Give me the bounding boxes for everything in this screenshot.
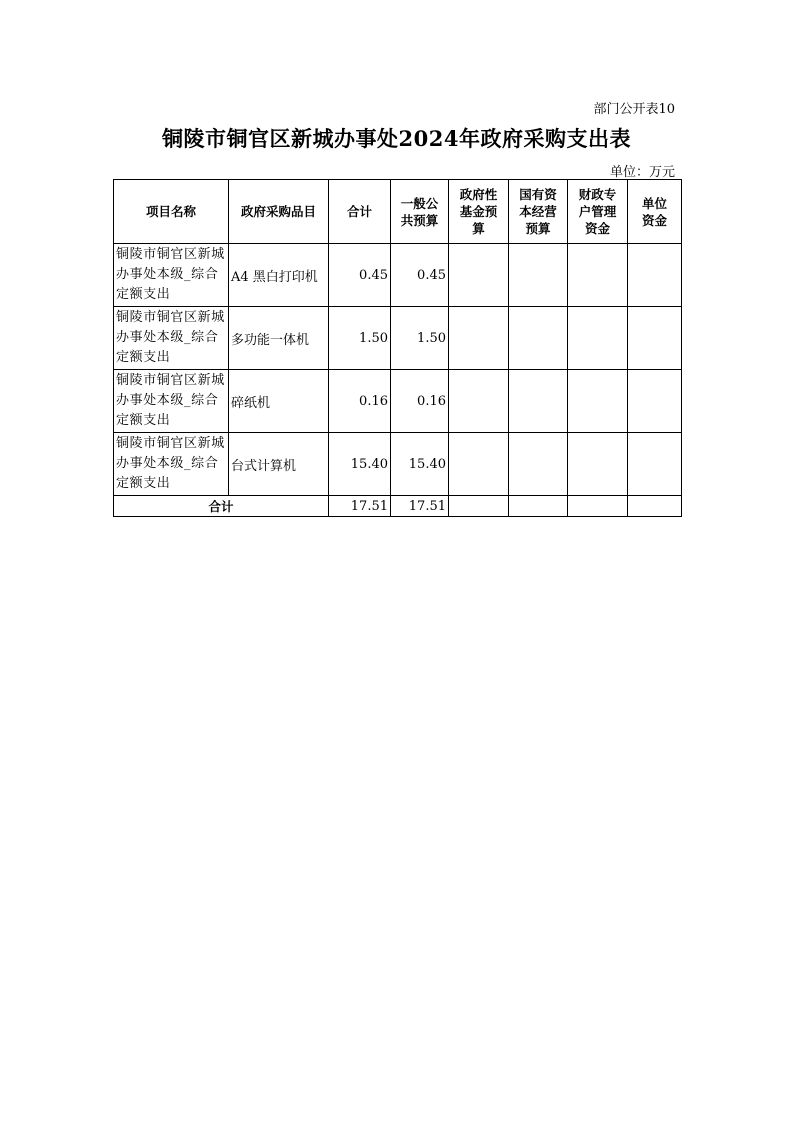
total-row-label: 合计	[114, 496, 329, 517]
table-row	[114, 433, 682, 496]
col-header-project-name: 项目名称	[114, 180, 229, 244]
cell-state-capital	[509, 370, 568, 433]
cell-general-budget: 1.50	[391, 307, 449, 370]
col-header-total: 合计	[329, 180, 391, 244]
table-row	[114, 370, 682, 433]
col-header-general-budget: 一般公 共预算	[391, 180, 449, 244]
cell-general-budget: 15.40	[391, 433, 449, 496]
cell-procurement-item: 碎纸机	[229, 370, 329, 433]
total-row-unit-fund	[628, 496, 682, 517]
total-row-total: 17.51	[329, 496, 391, 517]
cell-total: 0.45	[329, 244, 391, 307]
cell-gov-fund	[449, 307, 509, 370]
cell-total: 15.40	[329, 433, 391, 496]
unit-label: 单位：万元	[609, 165, 675, 180]
cell-unit-fund	[628, 244, 682, 307]
col-header-procurement-item: 政府采购品目	[229, 180, 329, 244]
cell-general-budget: 0.45	[391, 244, 449, 307]
cell-procurement-item: A4 黑白打印机	[229, 244, 329, 307]
total-row-special-account	[568, 496, 628, 517]
col-header-unit-fund: 单位 资金	[628, 180, 682, 244]
cell-procurement-item: 台式计算机	[229, 433, 329, 496]
cell-project-name: 铜陵市铜官区新城 办事处本级_综合 定额支出	[114, 370, 229, 433]
cell-unit-fund	[628, 433, 682, 496]
cell-gov-fund	[449, 370, 509, 433]
col-header-gov-fund-budget: 政府性 基金预 算	[449, 180, 509, 244]
cell-procurement-item: 多功能一体机	[229, 307, 329, 370]
cell-unit-fund	[628, 307, 682, 370]
cell-gov-fund	[449, 433, 509, 496]
cell-special-account	[568, 244, 628, 307]
procurement-table	[113, 179, 682, 517]
cell-state-capital	[509, 433, 568, 496]
table-header-row	[114, 180, 682, 244]
col-header-special-account-fund: 财政专 户管理 资金	[568, 180, 628, 244]
col-header-state-capital-budget: 国有资 本经营 预算	[509, 180, 568, 244]
cell-project-name: 铜陵市铜官区新城 办事处本级_综合 定额支出	[114, 307, 229, 370]
cell-state-capital	[509, 244, 568, 307]
table-total-row	[114, 496, 682, 517]
cell-project-name: 铜陵市铜官区新城 办事处本级_综合 定额支出	[114, 244, 229, 307]
cell-unit-fund	[628, 370, 682, 433]
total-row-gov-fund	[449, 496, 509, 517]
cell-special-account	[568, 433, 628, 496]
cell-project-name: 铜陵市铜官区新城 办事处本级_综合 定额支出	[114, 433, 229, 496]
total-row-state-capital	[509, 496, 568, 517]
cell-gov-fund	[449, 244, 509, 307]
cell-special-account	[568, 307, 628, 370]
table-number-label: 部门公开表10	[593, 102, 675, 117]
cell-special-account	[568, 370, 628, 433]
total-row-general-budget: 17.51	[391, 496, 449, 517]
cell-total: 1.50	[329, 307, 391, 370]
cell-total: 0.16	[329, 370, 391, 433]
table-row	[114, 307, 682, 370]
cell-general-budget: 0.16	[391, 370, 449, 433]
table-row	[114, 244, 682, 307]
page-title: 铜陵市铜官区新城办事处2024年政府采购支出表	[162, 126, 631, 151]
cell-state-capital	[509, 307, 568, 370]
